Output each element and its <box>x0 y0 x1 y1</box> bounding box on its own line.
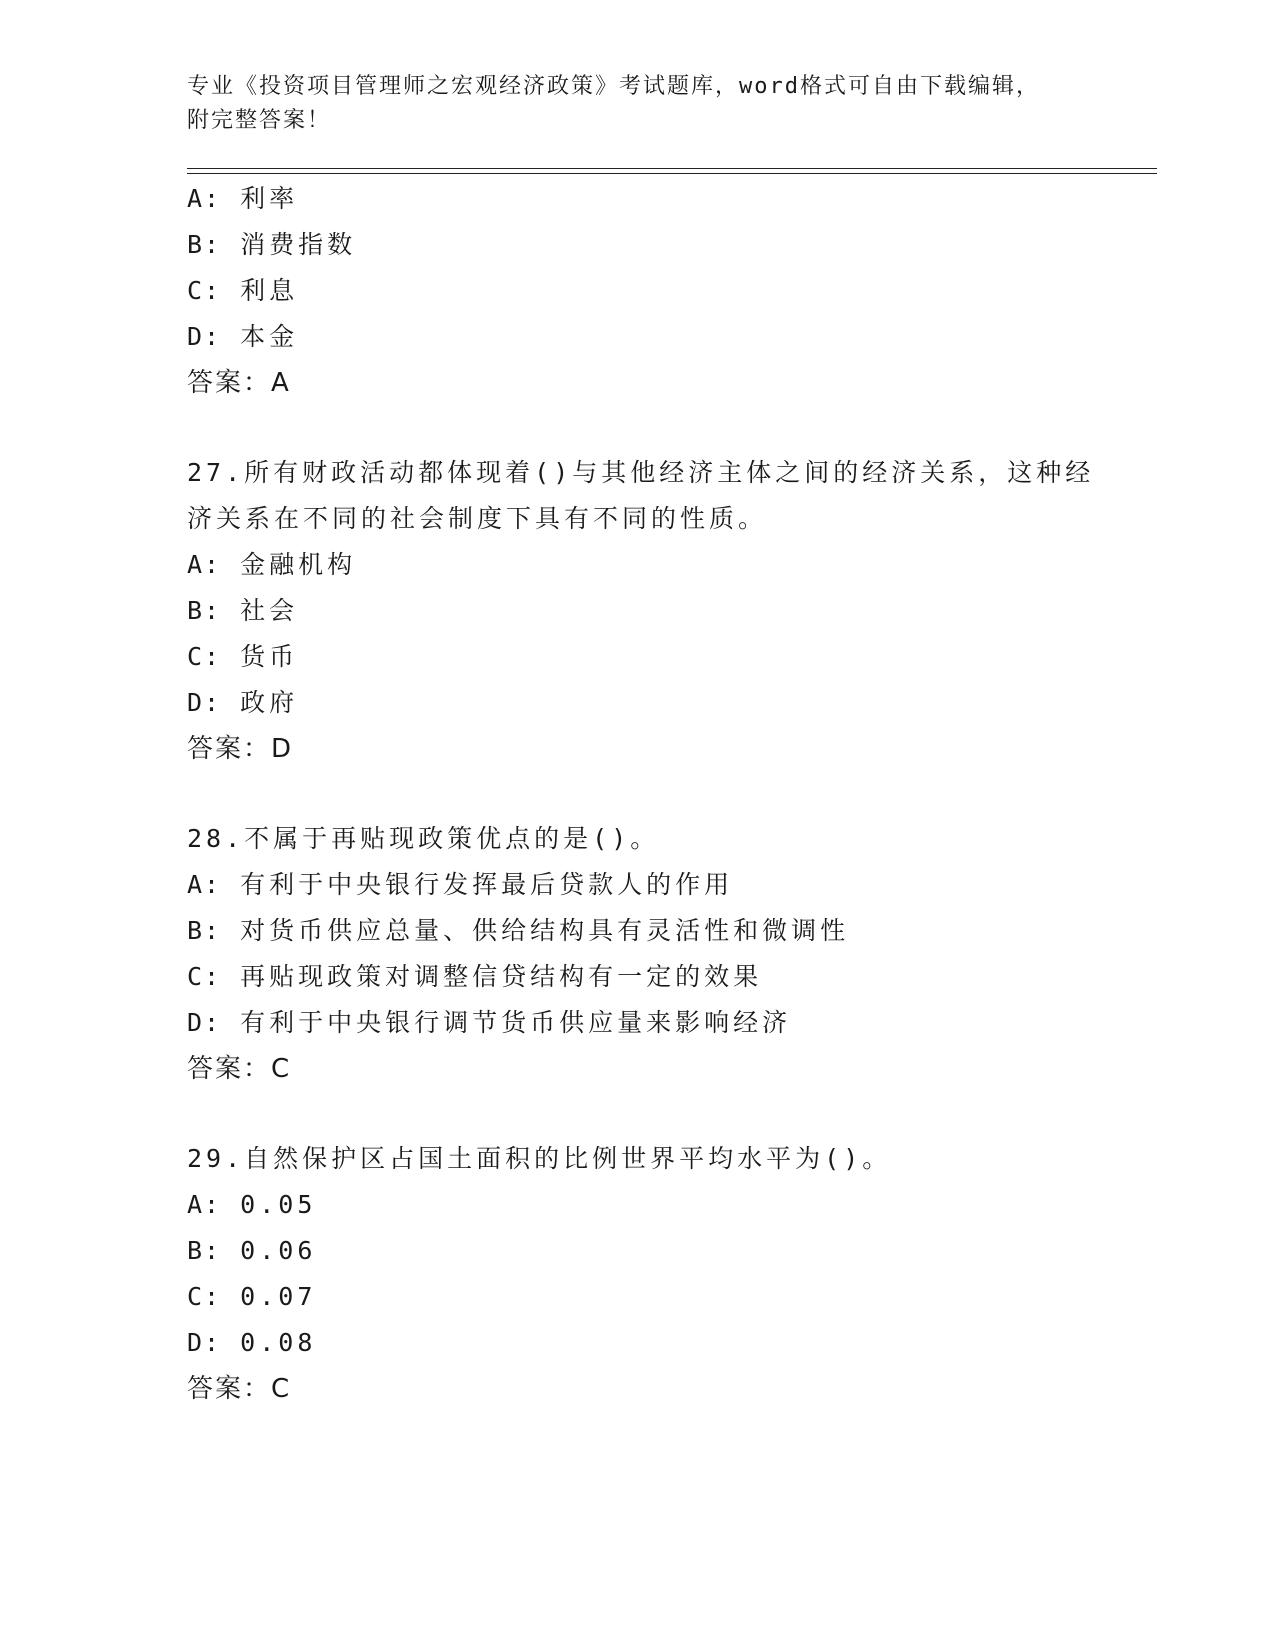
question-stem-line: 28.不属于再贴现政策优点的是()。 <box>187 824 660 853</box>
option-a: A: 金融机构 <box>187 550 357 579</box>
document-header <box>187 70 1157 138</box>
question-28 <box>187 816 1157 1092</box>
header-line-1: 专业《投资项目管理师之宏观经济政策》考试题库，word格式可自由下载编辑， <box>187 74 1040 99</box>
option-b: B: 消费指数 <box>187 230 357 259</box>
option-a: A: 有利于中央银行发挥最后贷款人的作用 <box>187 870 734 899</box>
question-27 <box>187 450 1157 772</box>
continued-question <box>187 176 1157 406</box>
option-d: D: 政府 <box>187 688 299 717</box>
option-a: A: 0.05 <box>187 1190 317 1219</box>
option-d: D: 有利于中央银行调节货币供应量来影响经济 <box>187 1008 792 1037</box>
header-divider <box>187 168 1157 174</box>
header-line-2: 附完整答案！ <box>187 108 332 133</box>
option-d: D: 本金 <box>187 322 299 351</box>
answer-line: 答案：D <box>187 734 294 764</box>
question-stem-line: 济关系在不同的社会制度下具有不同的性质。 <box>187 504 768 533</box>
option-b: B: 社会 <box>187 596 299 625</box>
question-stem-line: 27.所有财政活动都体现着()与其他经济主体之间的经济关系，这种经 <box>187 458 1095 487</box>
option-c: C: 利息 <box>187 276 299 305</box>
option-b: B: 0.06 <box>187 1236 317 1265</box>
answer-line: 答案：C <box>187 1374 292 1404</box>
answer-line: 答案：A <box>187 368 291 398</box>
document-page <box>187 70 1157 1412</box>
option-c: C: 货币 <box>187 642 299 671</box>
option-c: C: 0.07 <box>187 1282 317 1311</box>
option-d: D: 0.08 <box>187 1328 317 1357</box>
option-c: C: 再贴现政策对调整信贷结构有一定的效果 <box>187 962 763 991</box>
question-stem-line: 29.自然保护区占国土面积的比例世界平均水平为()。 <box>187 1144 892 1173</box>
option-b: B: 对货币供应总量、供给结构具有灵活性和微调性 <box>187 916 850 945</box>
answer-line: 答案：C <box>187 1054 292 1084</box>
option-a: A: 利率 <box>187 184 299 213</box>
question-29 <box>187 1136 1157 1412</box>
